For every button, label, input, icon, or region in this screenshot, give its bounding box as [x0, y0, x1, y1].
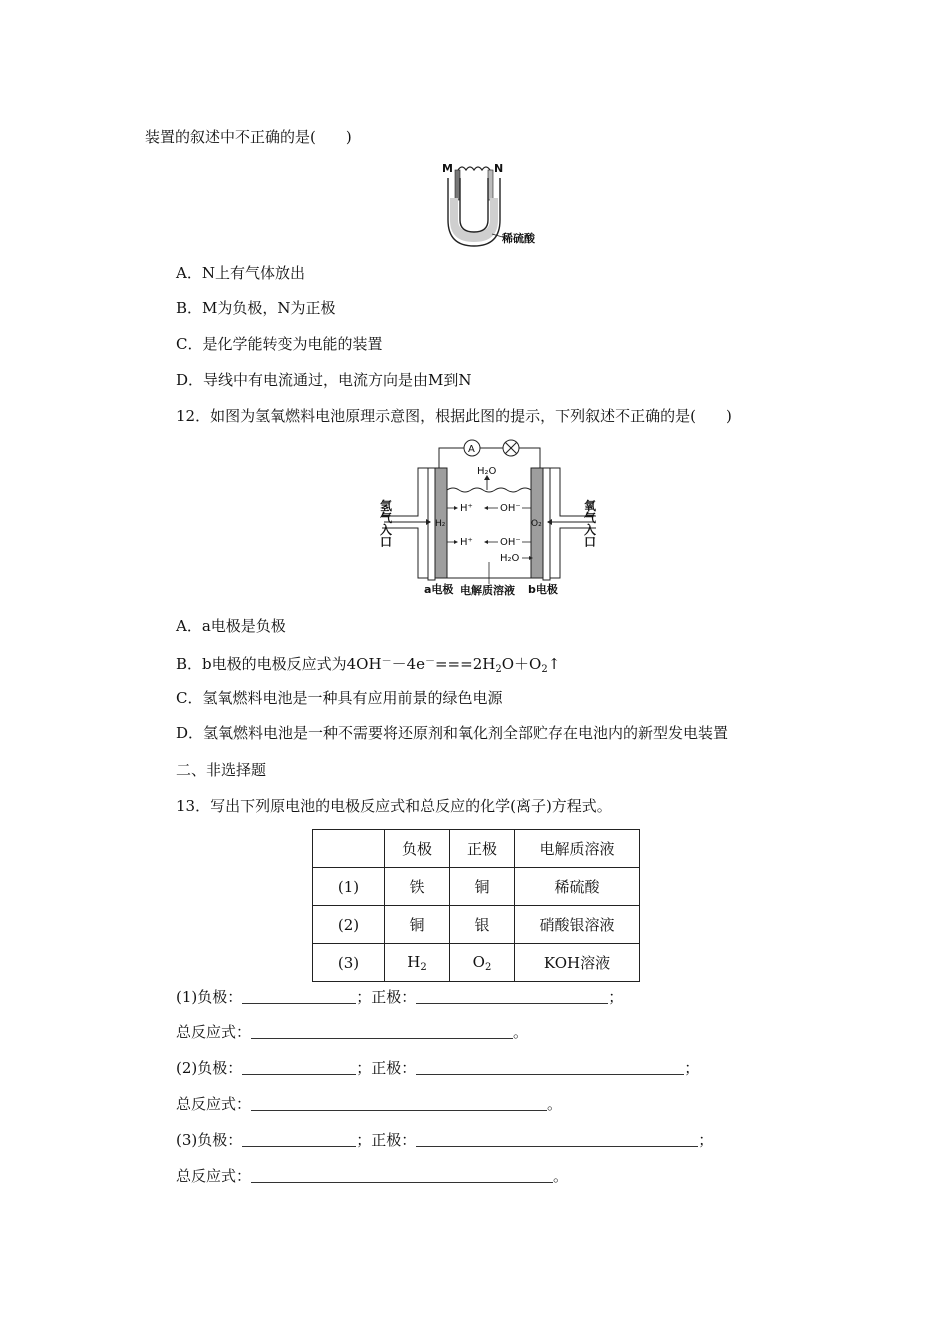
answer-blank[interactable]	[251, 1024, 513, 1039]
table-cell: 铜	[450, 868, 515, 906]
answer-line-3: (3)负极： ；正极： ；	[176, 1131, 714, 1149]
ammeter-label: A	[468, 444, 475, 455]
answer-line-1: (1)负极： ；正极： ；	[176, 988, 624, 1006]
answer-blank[interactable]	[242, 1132, 356, 1147]
table-row	[313, 868, 640, 906]
q12-option-c: C．氢氧燃料电池是一种具有应用前景的绿色电源	[176, 689, 503, 707]
label-m: M	[442, 162, 453, 175]
table-cell: KOH溶液	[515, 944, 640, 982]
answer-blank[interactable]	[416, 989, 608, 1004]
table-cell: 铜	[385, 906, 450, 944]
answer-total-2: 总反应式： 。	[176, 1095, 563, 1113]
table-cell: (3)	[313, 944, 385, 982]
answer-blank[interactable]	[251, 1096, 547, 1111]
answer-blank[interactable]	[242, 1060, 356, 1075]
q11-option-d: D．导线中有电流通过，电流方向是由M到N	[176, 371, 472, 389]
h2-inlet-label: 氢气入口	[380, 499, 393, 549]
label-n: N	[494, 162, 504, 175]
table-cell: (2)	[313, 906, 385, 944]
q11-option-a: A．N上有气体放出	[176, 264, 305, 282]
q12-option-b: B．b电极的电极反应式为$4OH^--4e^-===2H_2O+O_2↑$	[176, 655, 561, 675]
table-header-cell: 正极	[450, 830, 515, 868]
q13-stem: 13．写出下列原电池的电极反应式和总反应的化学(离子)方程式。	[176, 797, 612, 815]
table-cell: 硝酸银溶液	[515, 906, 640, 944]
answer-total-3: 总反应式： 。	[176, 1167, 569, 1185]
h2-label: H₂	[435, 519, 446, 529]
q11-option-c: C．是化学能转变为电能的装置	[176, 335, 383, 353]
table-header-row	[313, 830, 640, 868]
answer-blank[interactable]	[251, 1168, 553, 1183]
table-cell: 银	[450, 906, 515, 944]
electrode-b-label: b电极	[528, 583, 558, 596]
electrolyte-label: 电解质溶液	[460, 584, 515, 597]
h-plus-2: H⁺	[460, 537, 473, 548]
table-cell: 稀硫酸	[515, 868, 640, 906]
table-cell: (1)	[313, 868, 385, 906]
q12-stem: 12．如图为氢氧燃料电池原理示意图，根据此图的提示，下列叙述不正确的是( )	[176, 407, 732, 425]
answer-blank[interactable]	[416, 1132, 698, 1147]
h-plus-1: H⁺	[460, 503, 473, 514]
o2-label: O₂	[531, 519, 542, 529]
table-row	[313, 906, 640, 944]
q12-option-d: D．氢氧燃料电池是一种不需要将还原剂和氧化剂全部贮存在电池内的新型发电装置	[176, 724, 729, 742]
section-heading: 二、非选择题	[176, 761, 267, 779]
q12-option-a: A．a电极是负极	[176, 617, 286, 635]
answer-blank[interactable]	[416, 1060, 684, 1075]
table-header-cell: 负极	[385, 830, 450, 868]
h2o-bottom: H₂O	[500, 553, 520, 564]
answer-blank[interactable]	[242, 989, 356, 1004]
label-acid: 稀硫酸	[502, 232, 535, 245]
table-cell: $O_2$	[450, 944, 515, 982]
table-header-cell	[313, 830, 385, 868]
electrode-a-label: a电极	[424, 583, 454, 596]
h2o-top: H₂O	[477, 466, 497, 477]
q11-option-b: B．M为负极，N为正极	[176, 299, 336, 317]
q11-stem: 装置的叙述中不正确的是( )	[145, 128, 352, 146]
answer-line-2: (2)负极： ；正极： ；	[176, 1059, 700, 1077]
battery-table	[312, 829, 640, 982]
oh-minus-2: OH⁻	[500, 537, 521, 548]
table-row	[313, 944, 640, 982]
o2-inlet-label: 氧气入口	[584, 499, 597, 549]
fuel-cell-figure	[376, 436, 602, 604]
u-tube-figure	[436, 158, 546, 254]
table-cell: 铁	[385, 868, 450, 906]
table-cell: $H_2$	[385, 944, 450, 982]
answer-total-1: 总反应式： 。	[176, 1023, 529, 1041]
table-header-cell: 电解质溶液	[515, 830, 640, 868]
oh-minus-1: OH⁻	[500, 503, 521, 514]
